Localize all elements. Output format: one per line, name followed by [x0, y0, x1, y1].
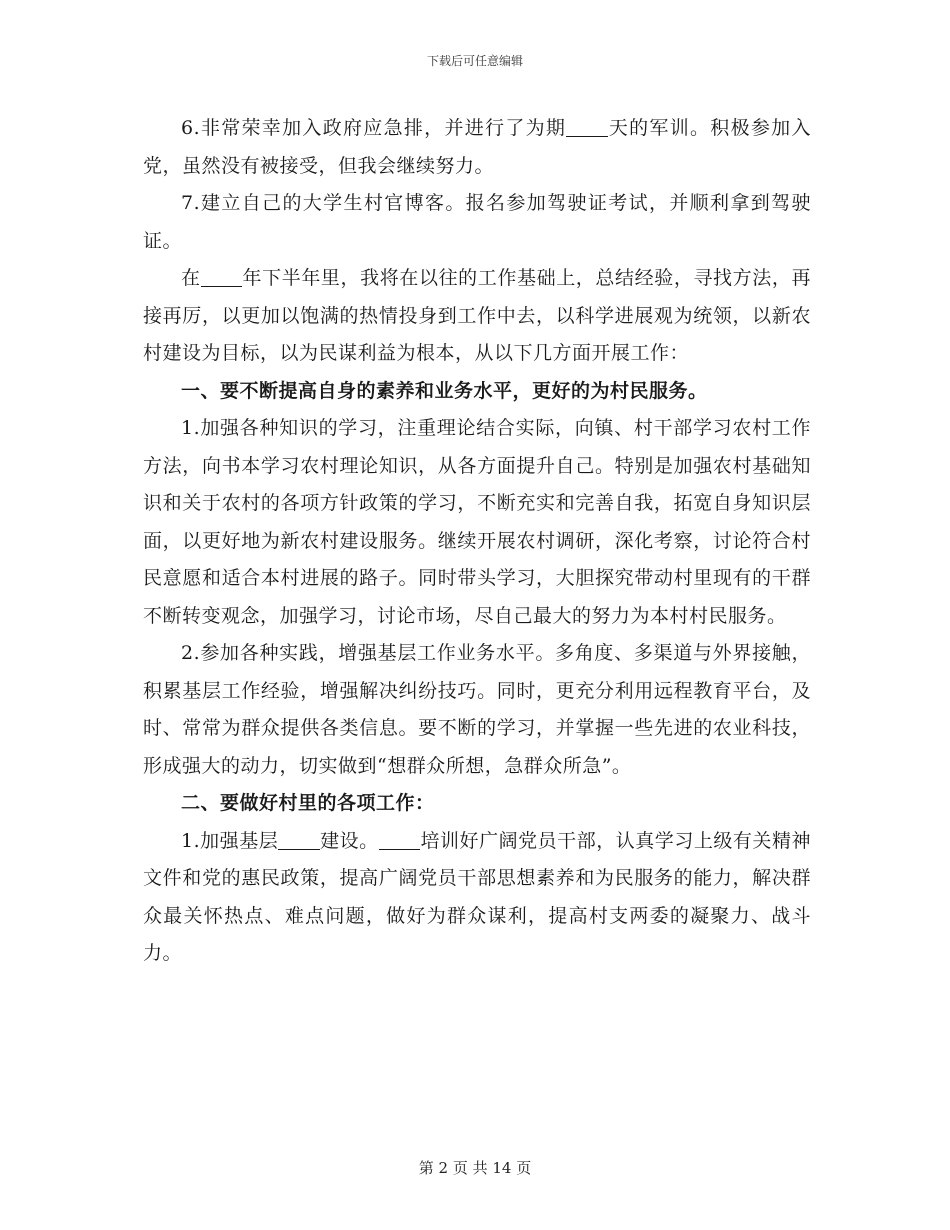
paragraph-text: 培训好广阔党员干部，认真学习上级有关精神文件和党的惠民政策，提高广阔党员干部思想素养和为民服务的能力，解决群众最关怀热点、难点问题，做好为群众谋利，提高村支两委的凝聚力、战斗力。: [143, 829, 811, 964]
paragraph-blog-license: [143, 185, 811, 260]
section-heading-two: [143, 785, 811, 823]
fill-in-blank: [566, 117, 608, 137]
paragraph-text: 建设。: [320, 829, 379, 852]
paragraph-plan-intro: [143, 260, 811, 373]
paragraph-text: 天的军训。积极参加入党，虽然没有被接受，但我会继续努力。: [143, 117, 811, 177]
page-header-note: 下载后可任意编辑: [426, 54, 523, 68]
paragraph-grassroots: [143, 823, 811, 973]
fill-in-blank: [278, 830, 320, 850]
fill-in-blank: [201, 267, 243, 287]
paragraph-text: 1.加强基层: [181, 829, 279, 852]
paragraph-text: 6.非常荣幸加入政府应急排，并进行了为期: [181, 117, 567, 139]
paragraph-text: 在: [181, 267, 201, 289]
heading-text: 一、要不断提高自身的素养和业务水平，更好的为村民服务。: [181, 379, 708, 402]
fill-in-blank: [379, 830, 421, 850]
paragraph-practice: [143, 635, 811, 785]
paragraph-text: 2.参加各种实践，增强基层工作业务水平。多角度、多渠道与外界接触，积累基层工作经验，增强解决纠纷技巧。同时，更充分利用远程教育平台，及时、常常为群众提供各类信息。要不断的学习，并掌握一些先进的农业科技，形成强大的动力，切实做到“想群众所想，急群众所急”。: [143, 642, 811, 777]
paragraph-text: 年下半年里，我将在以往的工作基础上，总结经验，寻找方法，再接再厉，以更加以饱满的热情投身到工作中去，以科学进展观为统领，以新农村建设为目标，以为民谋利益为根本，从以下几方面开展工作：: [143, 267, 811, 364]
heading-text: 二、要做好村里的各项工作：: [181, 792, 435, 814]
paragraph-study-knowledge: [143, 410, 811, 635]
document-body: [143, 110, 811, 973]
section-heading-one: [143, 373, 811, 411]
paragraph-text: 1.加强各种知识的学习，注重理论结合实际，向镇、村干部学习农村工作方法，向书本学习农村理论知识，从各方面提升自己。特别是加强农村基础知识和关于农村的各项方针政策的学习，不断充实和完善自我，拓宽自身知识层面，以更好地为新农村建设服务。继续开展农村调研，深化考察，讨论符合村民意愿和适合本村进展的路子。同时带头学习，大胆探究带动村里现有的干群不断转变观念，加强学习，讨论市场，尽自己最大的努力为本村村民服务。: [143, 417, 811, 627]
paragraph-military-training: [143, 110, 811, 185]
page-number: 第 2 页 共 14 页: [418, 1159, 532, 1177]
paragraph-text: 7.建立自己的大学生村官博客。报名参加驾驶证考试，并顺利拿到驾驶证。: [143, 192, 811, 252]
